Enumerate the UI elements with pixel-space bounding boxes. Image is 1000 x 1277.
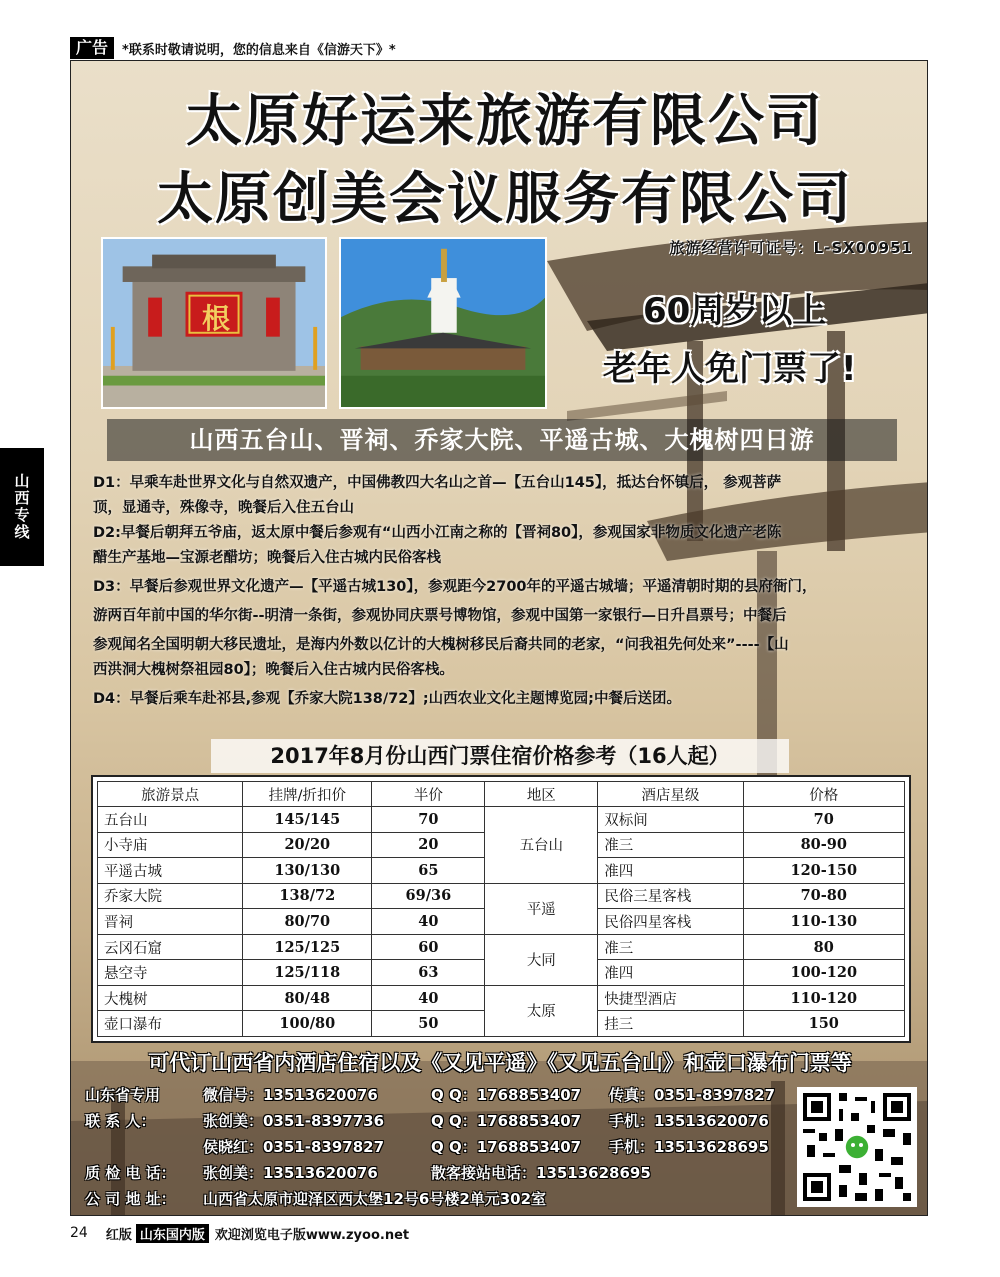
hotel-star: 民俗四星客栈 — [598, 909, 743, 935]
hotel-star: 准四 — [598, 858, 743, 884]
section-label: 山东国内版 — [136, 1224, 209, 1243]
attraction-price: 100/80 — [243, 1011, 372, 1037]
attraction-price: 125/118 — [243, 960, 372, 986]
attraction-name: 云冈石窟 — [98, 934, 243, 960]
hotel-price: 110-130 — [743, 909, 904, 935]
side-tab-shanxi: 山西专线 — [0, 448, 44, 566]
hotel-star: 准三 — [598, 832, 743, 858]
contact-qq: Q Q：1768853407 — [431, 1138, 582, 1156]
attraction-price: 145/145 — [243, 807, 372, 833]
contact-qq: Q Q：1768853407 — [431, 1086, 582, 1104]
itinerary-line: D4：早餐后乘车赴祁县,参观【乔家大院138/72】;山西农业文化主题博览园;中餐后送团。 — [93, 691, 681, 707]
page-footer — [70, 1222, 409, 1244]
region-cell: 大同 — [485, 934, 598, 985]
contact-label: 山东省专用 — [85, 1086, 161, 1104]
contact-row — [85, 1161, 807, 1185]
photo-wutaishan-pagoda — [339, 237, 547, 409]
license-number: 旅游经营许可证号：L-SX00951 — [669, 239, 913, 257]
attraction-name: 壶口瀑布 — [98, 1011, 243, 1037]
hotel-price: 70-80 — [743, 883, 904, 909]
ad-panel — [70, 60, 928, 1216]
company-address: 山西省太原市迎泽区西太堡12号6号楼2单元302室 — [203, 1190, 547, 1208]
contact-wechat: 微信号：13513620076 — [203, 1086, 378, 1104]
hotel-star: 双标间 — [598, 807, 743, 833]
attraction-half-price: 40 — [372, 985, 485, 1011]
hotel-price: 80-90 — [743, 832, 904, 858]
hotel-star: 准四 — [598, 960, 743, 986]
booking-services-bar: 可代订山西省内酒店住宿以及《又见平遥》《又见五台山》和壶口瀑布门票等 — [148, 1051, 852, 1075]
region-cell: 太原 — [485, 985, 598, 1036]
attraction-price: 80/48 — [243, 985, 372, 1011]
itinerary-line: D3：早餐后参观世界文化遗产—【平遥古城130】，参观距今2700年的平遥古城墙；平遥清朝时期的县府衙门， — [93, 579, 817, 595]
attraction-price: 20/20 — [243, 832, 372, 858]
table-row — [98, 934, 905, 960]
contact-mobile: 手机：13513628695 — [609, 1138, 769, 1156]
col-header: 旅游景点 — [98, 782, 243, 807]
attraction-half-price: 50 — [372, 1011, 485, 1037]
attraction-half-price: 60 — [372, 934, 485, 960]
attraction-price: 80/70 — [243, 909, 372, 935]
contact-person: 侯晓红：0351-8397827 — [203, 1138, 385, 1156]
attraction-half-price: 70 — [372, 807, 485, 833]
contact-block — [85, 1081, 807, 1213]
itinerary-line: 参观闻名全国明朝大移民遗址，是海内外数以亿计的大槐树移民后裔共同的老家，“问我祖先何处来”----【山 — [93, 637, 789, 653]
col-header: 价格 — [743, 782, 904, 807]
hotel-star: 准三 — [598, 934, 743, 960]
website-note: 欢迎浏览电子版www.zyoo.net — [214, 1227, 410, 1243]
attraction-half-price: 65 — [372, 858, 485, 884]
ad-strip — [70, 36, 396, 60]
attraction-name: 平遥古城 — [98, 858, 243, 884]
page-number: 24 — [70, 1225, 88, 1241]
attraction-price: 138/72 — [243, 883, 372, 909]
contact-label: 公 司 地 址： — [85, 1190, 176, 1208]
ad-source-note: *联系时敬请说明，您的信息来自《信游天下》* — [122, 42, 396, 58]
attraction-half-price: 63 — [372, 960, 485, 986]
qr-icon — [799, 1089, 915, 1205]
quality-phone: 张创美：13513620076 — [203, 1164, 378, 1182]
attraction-name: 大槐树 — [98, 985, 243, 1011]
itinerary-line: 游两百年前中国的华尔街--明清一条街，参观协同庆票号博物馆，参观中国第一家银行—日升昌票号；中餐后 — [93, 608, 787, 624]
contact-row — [85, 1083, 807, 1107]
itinerary-line: D2:早餐后朝拜五爷庙，返太原中餐后参观有“山西小江南之称的【晋祠80】，参观国家非物质文化遗产老陈 — [93, 525, 782, 541]
table-row — [98, 807, 905, 833]
price-table-title: 2017年8月份山西门票住宿价格参考（16人起） — [211, 739, 789, 773]
attraction-half-price: 40 — [372, 909, 485, 935]
hotel-price: 70 — [743, 807, 904, 833]
col-header: 酒店星级 — [598, 782, 743, 807]
price-table — [97, 781, 905, 1037]
region-cell: 五台山 — [485, 807, 598, 884]
promo-age-line: 60周岁以上 — [643, 291, 827, 331]
photo-dahuaishu-gate — [101, 237, 327, 409]
attraction-name: 悬空寺 — [98, 960, 243, 986]
contact-label: 联 系 人： — [85, 1112, 156, 1130]
contact-fax: 传真：0351-8397827 — [609, 1086, 776, 1104]
price-table-container — [91, 775, 911, 1043]
hotel-star: 民俗三星客栈 — [598, 883, 743, 909]
itinerary-line: 顶，显通寺，殊像寺，晚餐后入住五台山 — [93, 500, 354, 516]
contact-row — [85, 1135, 807, 1159]
attraction-name: 晋祠 — [98, 909, 243, 935]
itinerary-line: D1：早乘车赴世界文化与自然双遗产，中国佛教四大名山之首—【五台山145】，抵达台怀镇后， 参观菩萨 — [93, 475, 782, 491]
edition-label: 红版 — [105, 1227, 132, 1243]
hotel-price: 100-120 — [743, 960, 904, 986]
col-header: 挂牌/折扣价 — [243, 782, 372, 807]
contact-qq: Q Q：1768853407 — [431, 1112, 582, 1130]
wechat-qr-code — [797, 1087, 917, 1207]
hotel-price: 150 — [743, 1011, 904, 1037]
hotel-price: 110-120 — [743, 985, 904, 1011]
attraction-half-price: 69/36 — [372, 883, 485, 909]
photo-sign-text: 根 — [201, 302, 230, 335]
hotel-star: 挂三 — [598, 1011, 743, 1037]
table-header-row — [98, 782, 905, 807]
table-row — [98, 883, 905, 909]
promo-free-ticket-line: 老年人免门票了! — [603, 349, 857, 389]
route-title-bar: 山西五台山、晋祠、乔家大院、平遥古城、大槐树四日游 — [107, 419, 897, 461]
hotel-price: 80 — [743, 934, 904, 960]
col-header: 半价 — [372, 782, 485, 807]
table-row — [98, 985, 905, 1011]
attraction-name: 乔家大院 — [98, 883, 243, 909]
company-title-1: 太原好运来旅游有限公司 — [186, 89, 824, 154]
itinerary-line: 西洪洞大槐树祭祖园80】；晚餐后入住古城内民俗客栈。 — [93, 662, 454, 678]
contact-row — [85, 1187, 807, 1211]
hotel-price: 120-150 — [743, 858, 904, 884]
itinerary-line: 醋生产基地—宝源老醋坊；晚餐后入住古城内民俗客栈 — [93, 550, 441, 566]
itinerary — [93, 471, 919, 712]
contact-mobile: 手机：13513620076 — [609, 1112, 769, 1130]
company-title-2: 太原创美会议服务有限公司 — [157, 167, 853, 232]
contact-row — [85, 1109, 807, 1133]
attraction-half-price: 20 — [372, 832, 485, 858]
pickup-phone: 散客接站电话：13513628695 — [431, 1164, 651, 1182]
attraction-name: 小寺庙 — [98, 832, 243, 858]
attraction-price: 130/130 — [243, 858, 372, 884]
contact-label: 质 检 电 话： — [85, 1164, 176, 1182]
hotel-star: 快捷型酒店 — [598, 985, 743, 1011]
attraction-price: 125/125 — [243, 934, 372, 960]
contact-person: 张创美：0351-8397736 — [203, 1112, 385, 1130]
region-cell: 平遥 — [485, 883, 598, 934]
ad-badge: 广告 — [70, 37, 114, 59]
attraction-name: 五台山 — [98, 807, 243, 833]
col-header: 地区 — [485, 782, 598, 807]
